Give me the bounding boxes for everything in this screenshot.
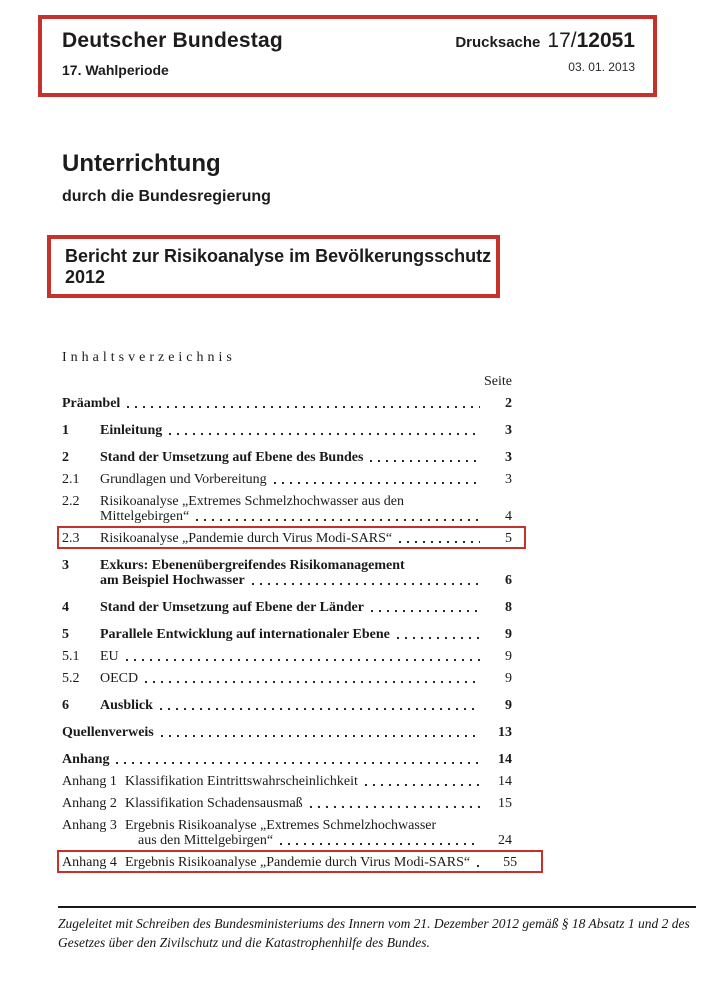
toc-entry-title: Risikoanalyse „Pandemie durch Virus Modi-SARS“: [100, 531, 393, 546]
dotted-leader: [399, 541, 480, 543]
dotted-leader: [161, 735, 480, 737]
toc-entry: [62, 725, 512, 740]
dotted-leader: [397, 637, 480, 639]
toc-page-number: 9: [505, 649, 512, 664]
toc-page-number: 9: [505, 698, 512, 713]
toc-entry: [62, 752, 512, 767]
dotted-leader: [477, 865, 485, 867]
footnote-line: Zugeleitet mit Schreiben des Bundesministeriums des Innern vom 21. Dezember 2012 gemäß § 18 Absatz 1 und 2 des: [58, 916, 690, 931]
toc-entry-title: Anhang: [62, 752, 110, 767]
toc-entry-title: Klassifikation Schadensausmaß: [125, 796, 303, 811]
drucksache-number-prefix: 17/: [547, 29, 577, 52]
toc-entry: [62, 450, 512, 465]
drucksache-line: [455, 29, 635, 53]
header-right: [455, 29, 635, 93]
dotted-leader: [145, 681, 480, 683]
toc-entry: [62, 396, 512, 411]
toc-entry-title: Quellenverweis: [62, 725, 154, 740]
toc-entry: [62, 796, 512, 811]
toc-page-number: 8: [505, 600, 512, 615]
toc-entry: [62, 472, 512, 487]
toc-entry-label: 2.3: [62, 531, 80, 546]
dotted-leader: [127, 406, 480, 408]
toc-entry-label: 5: [62, 627, 69, 642]
dotted-leader: [169, 433, 480, 435]
toc-entry-label: 1: [62, 423, 69, 438]
dotted-leader: [274, 482, 480, 484]
toc-entry-title: Stand der Umsetzung auf Ebene der Länder: [100, 600, 364, 615]
toc-entry-label: Anhang 1: [62, 774, 117, 789]
toc-page-number: 55: [503, 855, 518, 870]
toc-entry-title: Risikoanalyse „Extremes Schmelzhochwasser aus den: [100, 494, 405, 509]
dotted-leader: [160, 708, 480, 710]
report-title: Bericht zur Risikoanalyse im Bevölkerungsschutz 2012: [65, 245, 492, 287]
toc-entry-label: 4: [62, 600, 69, 615]
toc-entry: [62, 698, 512, 713]
toc-entry-title: Stand der Umsetzung auf Ebene des Bundes: [100, 450, 364, 465]
toc-entry: [62, 423, 512, 438]
toc-entry-label: Anhang 2: [62, 796, 117, 811]
toc-entry-title-continued: Mittelgebirgen“: [100, 509, 190, 524]
toc-entry-label: Anhang 3: [62, 818, 117, 833]
document-type-title: Unterrichtung: [62, 150, 221, 177]
toc-page-number: 14: [498, 752, 512, 767]
toc-entry-label: 2.1: [62, 472, 80, 487]
dotted-leader: [116, 762, 480, 764]
toc-entry-title: Ergebnis Risikoanalyse „Extremes Schmelzhochwasser: [125, 818, 437, 833]
toc-heading: Inhaltsverzeichnis: [62, 350, 236, 365]
toc-entry: [62, 627, 512, 642]
toc-entry-title: Präambel: [62, 396, 121, 411]
toc-page-number: 13: [498, 725, 512, 740]
toc-entry-label: Anhang 4: [62, 855, 117, 870]
toc-entry-label: 5.1: [62, 649, 80, 664]
toc-entry-title: Exkurs: Ebenenübergreifendes Risikomanagement: [100, 558, 405, 573]
drucksache-number: [547, 29, 635, 53]
toc-entry-title: OECD: [100, 671, 139, 686]
toc-entry-title: Ausblick: [100, 698, 153, 713]
toc-entry-title: EU: [100, 649, 119, 664]
toc-entry: [62, 649, 512, 664]
toc-page-number: 14: [498, 774, 512, 789]
toc-page-number: 3: [505, 472, 512, 487]
table-of-contents: [62, 350, 518, 870]
toc-entry-title: Grundlagen und Vorbereitung: [100, 472, 267, 487]
header-highlight-box: [38, 15, 657, 97]
toc-entry-title: Klassifikation Eintrittswahrscheinlichkeit: [125, 774, 358, 789]
toc-page-number: 4: [505, 509, 512, 524]
page-column-label: Seite: [484, 374, 512, 389]
toc-page-number: 9: [505, 627, 512, 642]
toc-entry-title: Einleitung: [100, 423, 163, 438]
drucksache-label: Drucksache: [455, 34, 541, 51]
organization-name: Deutscher Bundestag: [62, 29, 283, 52]
toc-entry: [62, 774, 512, 789]
toc-entry: [62, 600, 512, 615]
footnote: [58, 906, 696, 952]
footnote-line: Gesetzes über den Zivilschutz und die Katastrophenhilfe des Bundes.: [58, 935, 430, 950]
toc-entry: [62, 494, 512, 524]
dotted-leader: [310, 806, 480, 808]
toc-page-number: 6: [505, 573, 512, 588]
toc-page-number: 9: [505, 671, 512, 686]
title-block: [62, 150, 271, 206]
toc-entry-label: 6: [62, 698, 69, 713]
header-left: [62, 29, 283, 93]
report-title-highlight-box: [47, 235, 500, 298]
toc-page-number: 24: [498, 833, 512, 848]
toc-entry: [62, 855, 518, 870]
toc-page-number: 15: [498, 796, 512, 811]
dotted-leader: [365, 784, 480, 786]
toc-entry-label: 2: [62, 450, 69, 465]
toc-entry-label: 5.2: [62, 671, 80, 686]
toc-page-number: 3: [505, 423, 512, 438]
toc-entry-title: Ergebnis Risikoanalyse „Pandemie durch Virus Modi-SARS“: [125, 855, 471, 870]
dotted-leader: [280, 843, 480, 845]
drucksache-number-main: 12051: [576, 29, 635, 52]
toc-entry: [62, 558, 512, 588]
toc-list: [62, 396, 518, 870]
toc-page-number: 3: [505, 450, 512, 465]
dotted-leader: [196, 519, 480, 521]
toc-page-number: 2: [505, 396, 512, 411]
dotted-leader: [126, 659, 480, 661]
toc-entry-label: 2.2: [62, 494, 80, 509]
document-subtitle: durch die Bundesregierung: [62, 188, 271, 205]
toc-entry-title-continued: aus den Mittelgebirgen“: [138, 833, 274, 848]
toc-entry: [62, 531, 512, 546]
dotted-leader: [370, 460, 480, 462]
toc-page-number: 5: [505, 531, 512, 546]
dotted-leader: [371, 610, 480, 612]
legislative-period: 17. Wahlperiode: [62, 62, 169, 78]
toc-entry: [62, 671, 512, 686]
toc-entry-label: 3: [62, 558, 69, 573]
dotted-leader: [252, 583, 480, 585]
document-date: 03. 01. 2013: [568, 60, 635, 74]
toc-entry: [62, 818, 512, 848]
toc-entry-title-continued: am Beispiel Hochwasser: [100, 573, 245, 588]
toc-entry-title: Parallele Entwicklung auf internationaler Ebene: [100, 627, 390, 642]
